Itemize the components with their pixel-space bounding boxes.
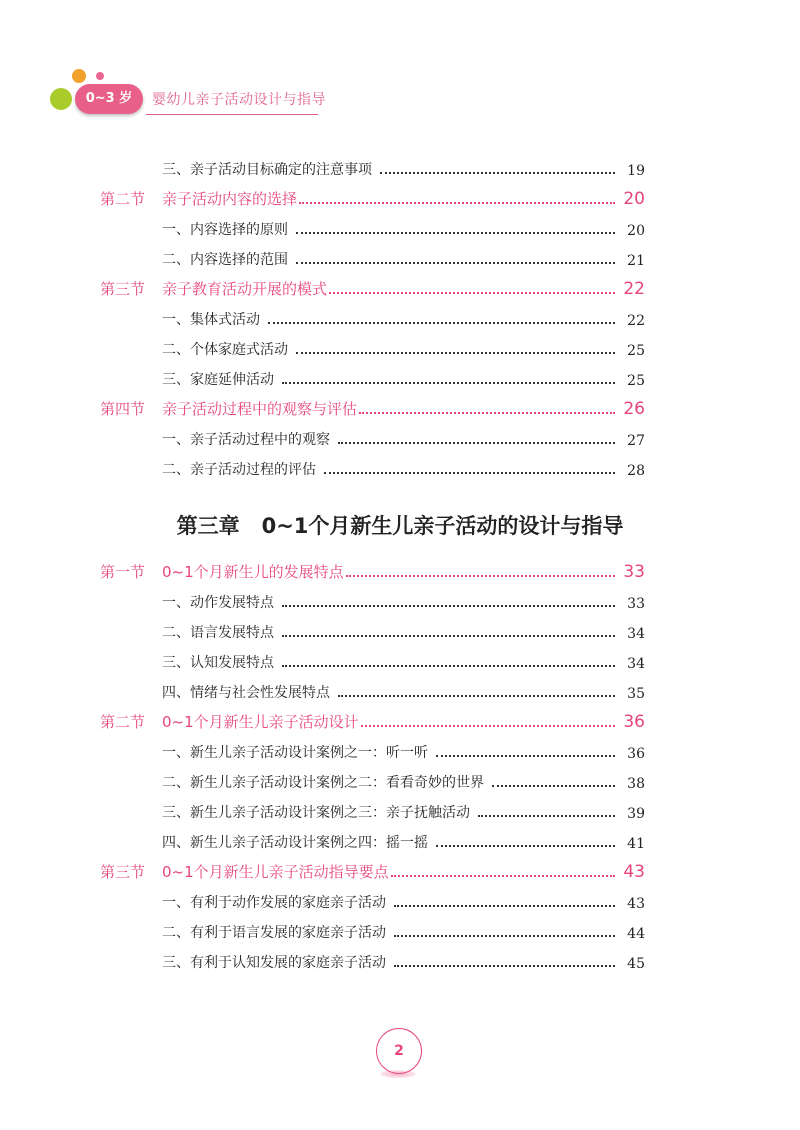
- page-number-glow: [380, 1070, 416, 1078]
- entry-title: [162, 219, 288, 239]
- leader-dots: [346, 575, 615, 577]
- section-number: 第二节: [100, 713, 146, 731]
- toc-entry-row[interactable]: [162, 798, 645, 822]
- book-title: 婴幼儿亲子活动设计与指导: [152, 92, 326, 108]
- toc-label: 二、新生儿亲子活动设计案例之二：看看奇妙的世界: [162, 775, 484, 791]
- toc-label: 三、亲子活动目标确定的注意事项: [162, 162, 372, 178]
- toc-label: 一、集体式活动: [162, 312, 260, 328]
- leader-dots: [282, 665, 615, 667]
- toc-entry-row[interactable]: [162, 768, 645, 792]
- toc-entry-row[interactable]: [162, 455, 645, 479]
- toc-entry-row[interactable]: [162, 305, 645, 329]
- leader-dots: [391, 875, 615, 877]
- toc-section-row[interactable]: [100, 558, 645, 582]
- toc-page-number: 35: [627, 686, 645, 702]
- toc-entry-row[interactable]: [162, 948, 645, 972]
- toc-page-number: 22: [627, 313, 645, 329]
- toc-page-number: 25: [627, 343, 645, 359]
- pink-dot-decoration: [96, 72, 104, 80]
- toc-entry-row[interactable]: [162, 588, 645, 612]
- age-badge: 0~3 岁: [75, 84, 143, 114]
- toc-label: 二、有利于语言发展的家庭亲子活动: [162, 925, 386, 941]
- leader-dots: [359, 412, 615, 414]
- toc-page-number: 43: [623, 862, 645, 882]
- page-header: [0, 0, 800, 130]
- section-title: [100, 278, 327, 299]
- leader-dots: [394, 965, 615, 967]
- toc-entry-row[interactable]: [162, 618, 645, 642]
- entry-title: [162, 339, 288, 359]
- leader-dots: [380, 172, 615, 174]
- leader-dots: [296, 232, 615, 234]
- section-number: 第三节: [100, 863, 146, 881]
- leader-dots: [282, 382, 615, 384]
- toc-entry-row[interactable]: [162, 828, 645, 852]
- entry-title: [162, 922, 386, 942]
- toc-label: 二、语言发展特点: [162, 625, 274, 641]
- toc-page-number: 27: [627, 433, 645, 449]
- entry-title: [162, 309, 260, 329]
- entry-title: [162, 832, 428, 852]
- toc-page-number: 22: [623, 279, 645, 299]
- entry-title: [162, 622, 274, 642]
- entry-title: [162, 249, 288, 269]
- toc-entry-row[interactable]: [162, 425, 645, 449]
- toc-label: 四、情绪与社会性发展特点: [162, 685, 330, 701]
- entry-title: [162, 682, 330, 702]
- toc-section-row[interactable]: [100, 185, 645, 209]
- toc-entry-row[interactable]: [162, 888, 645, 912]
- toc-entry-row[interactable]: [162, 215, 645, 239]
- toc-page-number: 19: [627, 163, 645, 179]
- toc-label: 三、认知发展特点: [162, 655, 274, 671]
- toc-page-number: 44: [627, 926, 645, 942]
- chapter-title: 0~1个月新生儿亲子活动的设计与指导: [261, 514, 624, 538]
- leader-dots: [492, 785, 615, 787]
- toc-label: 二、个体家庭式活动: [162, 342, 288, 358]
- leader-dots: [282, 635, 615, 637]
- entry-title: [162, 159, 372, 179]
- section-number: 第三节: [100, 280, 146, 298]
- leader-dots: [338, 442, 615, 444]
- chapter-number: 第三章: [176, 514, 240, 538]
- leader-dots: [296, 262, 615, 264]
- toc-label: 三、新生儿亲子活动设计案例之三：亲子抚触活动: [162, 805, 470, 821]
- entry-title: [162, 652, 274, 672]
- page-number-badge: [370, 1024, 426, 1080]
- toc-section-row[interactable]: [100, 275, 645, 299]
- toc-label: 0~1个月新生儿的发展特点: [162, 563, 344, 581]
- toc-page-number: 36: [623, 712, 645, 732]
- toc-page-number: 20: [623, 189, 645, 209]
- toc-label: 一、动作发展特点: [162, 595, 274, 611]
- toc-page-number: 33: [627, 596, 645, 612]
- leader-dots: [436, 845, 615, 847]
- section-title: [100, 861, 389, 882]
- toc-page-number: 38: [627, 776, 645, 792]
- section-title: [100, 188, 297, 209]
- page-number: 2: [376, 1028, 422, 1074]
- toc-entry-row[interactable]: [162, 245, 645, 269]
- entry-title: [162, 952, 386, 972]
- leader-dots: [324, 472, 615, 474]
- leader-dots: [329, 292, 615, 294]
- toc-label: 亲子教育活动开展的模式: [162, 280, 328, 298]
- section-title: [100, 561, 344, 582]
- toc-label: 三、家庭延伸活动: [162, 372, 274, 388]
- toc-entry-row[interactable]: [162, 918, 645, 942]
- toc-entry-row[interactable]: [162, 335, 645, 359]
- toc-label: 三、有利于认知发展的家庭亲子活动: [162, 955, 386, 971]
- toc-page-number: 39: [627, 806, 645, 822]
- toc-label: 二、内容选择的范围: [162, 252, 288, 268]
- toc-page-number: 21: [627, 253, 645, 269]
- toc-page-number: 26: [623, 399, 645, 419]
- toc-label: 一、内容选择的原则: [162, 222, 288, 238]
- entry-title: [162, 592, 274, 612]
- toc-label: 亲子活动内容的选择: [162, 190, 298, 208]
- leader-dots: [394, 905, 615, 907]
- toc-label: 二、亲子活动过程的评估: [162, 462, 316, 478]
- toc-entry-row[interactable]: [162, 155, 645, 179]
- leader-dots: [436, 755, 615, 757]
- toc-entry-row[interactable]: [162, 365, 645, 389]
- toc-page-number: 20: [627, 223, 645, 239]
- leader-dots: [299, 202, 615, 204]
- toc-label: 0~1个月新生儿亲子活动设计: [162, 713, 359, 731]
- toc-label: 一、新生儿亲子活动设计案例之一：听一听: [162, 745, 428, 761]
- toc-label: 四、新生儿亲子活动设计案例之四：摇一摇: [162, 835, 428, 851]
- section-number: 第四节: [100, 400, 146, 418]
- toc-entry-row[interactable]: [162, 678, 645, 702]
- green-dot-decoration: [50, 88, 72, 110]
- toc-page-number: 33: [623, 562, 645, 582]
- toc-section-row[interactable]: [100, 708, 645, 732]
- toc-page-number: 25: [627, 373, 645, 389]
- toc-page-number: 28: [627, 463, 645, 479]
- leader-dots: [478, 815, 615, 817]
- toc-page-number: 43: [627, 896, 645, 912]
- leader-dots: [394, 935, 615, 937]
- toc-label: 一、亲子活动过程中的观察: [162, 432, 330, 448]
- leader-dots: [338, 695, 615, 697]
- entry-title: [162, 742, 428, 762]
- toc-entry-row[interactable]: [162, 648, 645, 672]
- section-number: 第一节: [100, 563, 146, 581]
- leader-dots: [296, 352, 615, 354]
- toc-page-number: 36: [627, 746, 645, 762]
- toc-section-row[interactable]: [100, 858, 645, 882]
- toc-page-number: 45: [627, 956, 645, 972]
- leader-dots: [282, 605, 615, 607]
- toc-page-number: 41: [627, 836, 645, 852]
- leader-dots: [361, 725, 615, 727]
- entry-title: [162, 772, 484, 792]
- section-title: [100, 711, 359, 732]
- chapter-heading: [0, 510, 800, 540]
- header-rule: [146, 114, 318, 115]
- entry-title: [162, 802, 470, 822]
- orange-dot-decoration: [72, 69, 86, 83]
- toc-page-number: 34: [627, 626, 645, 642]
- entry-title: [162, 369, 274, 389]
- toc-label: 0~1个月新生儿亲子活动指导要点: [162, 863, 389, 881]
- toc-label: 亲子活动过程中的观察与评估: [162, 400, 358, 418]
- leader-dots: [268, 322, 615, 324]
- toc-section-row[interactable]: [100, 395, 645, 419]
- toc-entry-row[interactable]: [162, 738, 645, 762]
- section-title: [100, 398, 357, 419]
- toc-label: 一、有利于动作发展的家庭亲子活动: [162, 895, 386, 911]
- entry-title: [162, 429, 330, 449]
- toc-page-number: 34: [627, 656, 645, 672]
- entry-title: [162, 459, 316, 479]
- entry-title: [162, 892, 386, 912]
- section-number: 第二节: [100, 190, 146, 208]
